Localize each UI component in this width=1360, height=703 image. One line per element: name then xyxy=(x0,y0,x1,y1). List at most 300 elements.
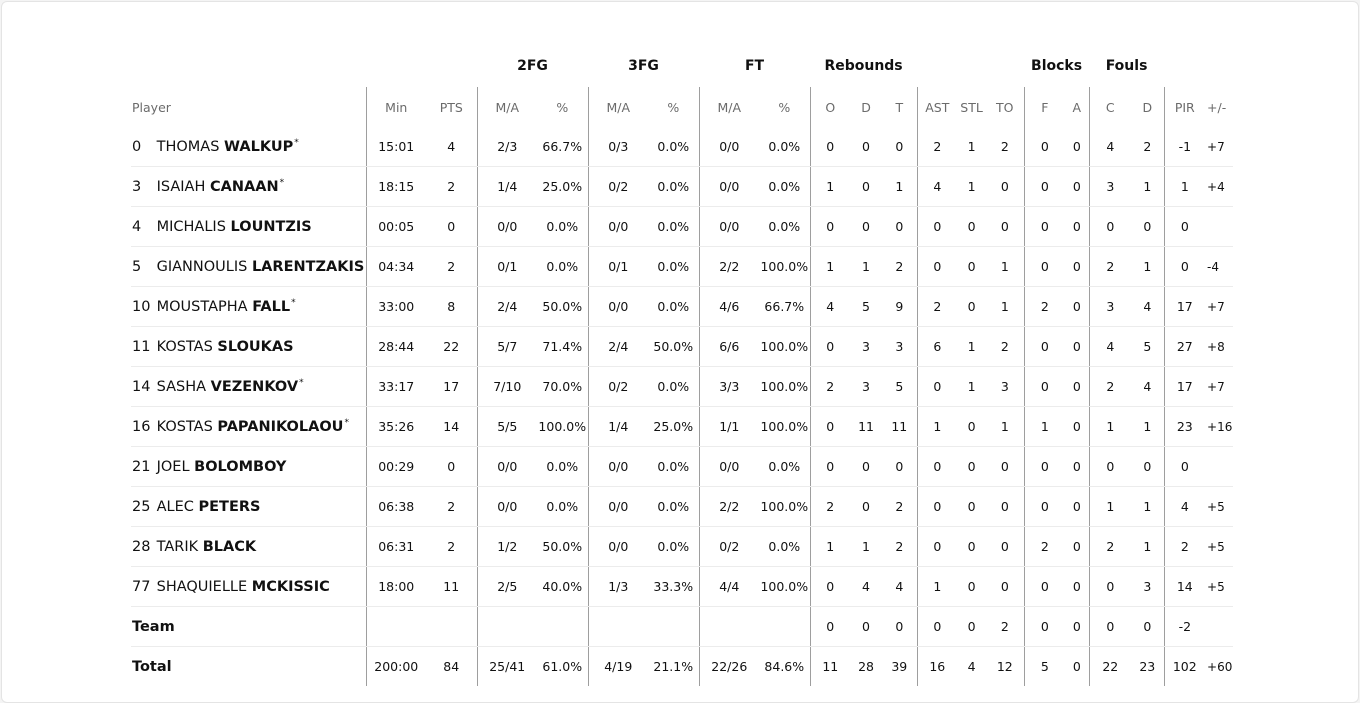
stat-3fg-ma: 1/3 xyxy=(588,567,648,607)
stat-blk-a: 0 xyxy=(1065,527,1089,567)
stat-foul-c: 3 xyxy=(1089,287,1131,327)
player-cell[interactable] xyxy=(131,487,366,527)
stat-3fg-pct: 0.0% xyxy=(648,487,699,527)
stat-ft-ma: 4/4 xyxy=(699,567,759,607)
stat-reb-o: 11 xyxy=(810,647,850,687)
stat-to: 0 xyxy=(986,207,1024,247)
stat-3fg-ma xyxy=(588,607,648,647)
stat-pir: 102 xyxy=(1164,647,1205,687)
stat-pts: 0 xyxy=(426,207,477,247)
stat-ft-ma: 0/2 xyxy=(699,527,759,567)
stat-pir: 0 xyxy=(1164,247,1205,287)
stat-2fg-pct: 0.0% xyxy=(537,207,588,247)
stat-pts: 2 xyxy=(426,527,477,567)
col-ft-pct[interactable]: % xyxy=(778,99,791,115)
player-cell[interactable] xyxy=(131,127,366,167)
stat-blk-a: 0 xyxy=(1065,447,1089,487)
player-first-name: KOSTAS xyxy=(156,338,213,355)
stat-blk-f: 0 xyxy=(1024,567,1065,607)
stat-3fg-pct: 0.0% xyxy=(648,367,699,407)
player-last-name: PAPANIKOLAOU xyxy=(217,418,344,435)
total-row xyxy=(131,647,1233,687)
stat-ft-ma: 0/0 xyxy=(699,447,759,487)
stat-stl: 0 xyxy=(957,247,986,287)
stat-3fg-pct: 0.0% xyxy=(648,247,699,287)
stat-foul-d: 5 xyxy=(1131,327,1164,367)
col-reb-d[interactable]: D xyxy=(861,99,871,115)
stat-foul-d: 23 xyxy=(1139,659,1156,674)
stat-pir: -1 xyxy=(1164,127,1205,167)
player-number: 10 xyxy=(132,298,151,315)
stat-blk-a: 0 xyxy=(1065,127,1089,167)
stat-blk-f: 0 xyxy=(1024,367,1065,407)
stat-ft-pct: 100.0% xyxy=(759,327,810,367)
stat-reb-o: 1 xyxy=(810,167,850,207)
stat-ast: 0 xyxy=(917,447,957,487)
stat-2fg-ma: 0/0 xyxy=(477,447,537,487)
stat-blk-f: 0 xyxy=(1024,167,1065,207)
stat-2fg-pct: 66.7% xyxy=(537,127,588,167)
stat-reb-t: 0 xyxy=(882,127,917,167)
stat-3fg-ma: 0/0 xyxy=(588,487,648,527)
col-2fg-ma[interactable]: M/A xyxy=(477,87,537,127)
stat-reb-t: 11 xyxy=(882,407,917,447)
stat-2fg-ma: 1/2 xyxy=(477,527,537,567)
stat-reb-d: 3 xyxy=(850,327,882,367)
stat-2fg-pct: 71.4% xyxy=(537,327,588,367)
stat-reb-o: 0 xyxy=(810,127,850,167)
stat-ft-ma: 22/26 xyxy=(699,647,759,687)
stat-ast: 0 xyxy=(917,367,957,407)
stat-stl: 0 xyxy=(957,447,986,487)
stat-3fg-ma: 0/2 xyxy=(588,167,648,207)
stat-2fg-ma: 2/3 xyxy=(477,127,537,167)
stat-ast: 1 xyxy=(917,407,957,447)
stat-foul-d: 4 xyxy=(1131,367,1164,407)
stat-2fg-pct: 100.0% xyxy=(537,407,588,447)
player-cell[interactable] xyxy=(131,567,366,607)
stat-reb-d: 0 xyxy=(850,607,882,647)
stat-min: 15:01 xyxy=(366,127,426,167)
stat-reb-d: 0 xyxy=(850,167,882,207)
stat-to: 3 xyxy=(986,367,1024,407)
stat-stl: 1 xyxy=(957,127,986,167)
stat-pts: 17 xyxy=(426,367,477,407)
stat-reb-t: 1 xyxy=(882,167,917,207)
stat-pir: 1 xyxy=(1164,167,1205,207)
player-cell[interactable] xyxy=(131,287,366,327)
player-first-name: ALEC xyxy=(156,498,194,515)
stat-stl: 1 xyxy=(957,167,986,207)
stat-2fg-ma: 5/5 xyxy=(477,407,537,447)
col-3fg-pct[interactable]: % xyxy=(667,99,680,115)
stat-2fg-ma: 0/0 xyxy=(477,487,537,527)
player-cell[interactable] xyxy=(131,527,366,567)
stat-foul-d: 1 xyxy=(1131,487,1164,527)
player-row[interactable] xyxy=(131,207,1233,247)
player-cell[interactable] xyxy=(131,327,366,367)
player-row[interactable] xyxy=(131,487,1233,527)
stat-reb-d: 0 xyxy=(850,207,882,247)
stat-reb-t: 2 xyxy=(882,487,917,527)
stat-min: 33:00 xyxy=(366,287,426,327)
player-number: 21 xyxy=(132,458,151,475)
stat-3fg-ma: 0/0 xyxy=(588,447,648,487)
stat-min: 06:38 xyxy=(366,487,426,527)
stat-min: 35:26 xyxy=(366,407,426,447)
starter-marker: * xyxy=(294,138,299,149)
player-first-name: JOEL xyxy=(156,458,190,475)
starter-marker: * xyxy=(344,418,349,429)
player-last-name: LOUNTZIS xyxy=(230,218,312,235)
group-rebounds: Rebounds xyxy=(824,57,903,74)
stat-blk-f: 0 xyxy=(1024,127,1065,167)
stat-pir: -2 xyxy=(1164,607,1205,647)
group-header-row xyxy=(131,44,1233,87)
stat-foul-c: 0 xyxy=(1089,607,1131,647)
team-row xyxy=(131,607,1233,647)
stat-plus-minus: +7 xyxy=(1205,367,1233,407)
col-to[interactable]: TO xyxy=(996,99,1014,115)
stat-stl: 0 xyxy=(957,607,986,647)
stat-ft-pct: 0.0% xyxy=(759,207,810,247)
player-last-name: LARENTZAKIS xyxy=(251,258,365,275)
stat-plus-minus: +7 xyxy=(1205,287,1233,327)
stat-stl: 0 xyxy=(957,407,986,447)
stat-stl: 0 xyxy=(957,487,986,527)
stat-foul-c: 1 xyxy=(1089,487,1131,527)
stat-reb-d: 0 xyxy=(850,127,882,167)
stat-reb-o: 0 xyxy=(810,447,850,487)
player-row[interactable] xyxy=(131,367,1233,407)
stat-foul-d: 1 xyxy=(1131,407,1164,447)
stat-foul-d: 1 xyxy=(1131,167,1164,207)
stat-foul-c: 0 xyxy=(1089,447,1131,487)
player-last-name: MCKISSIC xyxy=(251,578,330,595)
stat-plus-minus xyxy=(1205,607,1233,647)
stat-2fg-pct: 50.0% xyxy=(537,287,588,327)
stat-reb-d: 1 xyxy=(850,527,882,567)
stat-plus-minus: -4 xyxy=(1205,247,1233,287)
player-row[interactable] xyxy=(131,287,1233,327)
player-row[interactable] xyxy=(131,127,1233,167)
player-cell[interactable] xyxy=(131,167,366,207)
player-row[interactable] xyxy=(131,447,1233,487)
group-blocks: Blocks xyxy=(1031,57,1083,74)
stat-foul-c: 22 xyxy=(1089,647,1131,687)
stat-3fg-pct: 21.1% xyxy=(653,659,694,674)
stat-to: 0 xyxy=(986,567,1024,607)
stat-pts: 84 xyxy=(443,659,460,674)
stat-2fg-ma: 0/1 xyxy=(477,247,537,287)
stat-reb-o: 0 xyxy=(810,327,850,367)
stat-plus-minus: +5 xyxy=(1205,487,1233,527)
col-2fg-pct[interactable]: % xyxy=(556,99,569,115)
stat-stl: 0 xyxy=(957,287,986,327)
stat-ft-ma: 0/0 xyxy=(699,207,759,247)
group-2fg: 2FG xyxy=(517,57,548,74)
stat-reb-t: 5 xyxy=(882,367,917,407)
stat-min: 33:17 xyxy=(366,367,426,407)
stat-3fg-pct: 33.3% xyxy=(648,567,699,607)
player-number: 14 xyxy=(132,378,151,395)
stat-reb-d: 11 xyxy=(850,407,882,447)
stat-blk-f: 0 xyxy=(1024,487,1065,527)
stat-to: 1 xyxy=(986,407,1024,447)
stat-reb-t: 0 xyxy=(882,207,917,247)
stat-reb-o: 0 xyxy=(810,407,850,447)
player-number: 77 xyxy=(132,578,151,595)
stat-ft-ma: 6/6 xyxy=(699,327,759,367)
stat-foul-d: 3 xyxy=(1131,567,1164,607)
stat-plus-minus: +5 xyxy=(1205,567,1233,607)
stat-ft-pct: 100.0% xyxy=(759,247,810,287)
col-stl[interactable]: STL xyxy=(960,99,983,115)
player-row[interactable] xyxy=(131,567,1233,607)
stat-3fg-pct: 0.0% xyxy=(648,447,699,487)
stat-plus-minus xyxy=(1205,207,1233,247)
stat-pir: 27 xyxy=(1164,327,1205,367)
stat-3fg-pct: 0.0% xyxy=(648,287,699,327)
stat-pts xyxy=(426,607,477,647)
stat-ast: 4 xyxy=(917,167,957,207)
player-cell[interactable] xyxy=(131,207,366,247)
player-first-name: MOUSTAPHA xyxy=(156,298,248,315)
stat-plus-minus: +16 xyxy=(1205,407,1233,447)
group-ft: FT xyxy=(744,57,765,74)
stat-ast: 16 xyxy=(917,647,957,687)
starter-marker: * xyxy=(279,178,285,189)
col-reb-o[interactable]: O xyxy=(810,87,850,127)
stat-2fg-ma: 25/41 xyxy=(477,647,537,687)
stat-2fg-ma: 0/0 xyxy=(477,207,537,247)
boxscore-body xyxy=(131,127,1233,686)
stat-to: 12 xyxy=(996,659,1013,674)
stat-2fg-pct: 25.0% xyxy=(537,167,588,207)
stat-3fg-pct xyxy=(648,607,699,647)
group-fouls: Fouls xyxy=(1105,57,1148,74)
stat-foul-d: 2 xyxy=(1131,127,1164,167)
stat-to: 2 xyxy=(986,327,1024,367)
stat-stl: 4 xyxy=(967,659,976,674)
stat-stl: 1 xyxy=(957,327,986,367)
stat-reb-d: 5 xyxy=(850,287,882,327)
stat-3fg-pct: 0.0% xyxy=(648,127,699,167)
player-last-name: PETERS xyxy=(198,498,261,515)
player-first-name: TARIK xyxy=(156,538,199,555)
stat-to: 2 xyxy=(986,127,1024,167)
stat-to: 0 xyxy=(986,487,1024,527)
stat-pts: 8 xyxy=(426,287,477,327)
stat-reb-t: 2 xyxy=(882,247,917,287)
stat-ast: 6 xyxy=(917,327,957,367)
stat-pir: 2 xyxy=(1164,527,1205,567)
total-label: Total xyxy=(132,658,172,675)
stat-reb-d: 0 xyxy=(850,487,882,527)
stat-reb-o: 1 xyxy=(810,527,850,567)
player-first-name: ISAIAH xyxy=(156,178,206,195)
stat-to: 1 xyxy=(986,287,1024,327)
stat-3fg-ma: 0/2 xyxy=(588,367,648,407)
stat-reb-t: 4 xyxy=(882,567,917,607)
player-last-name: VEZENKOV xyxy=(210,378,299,395)
stat-pts: 22 xyxy=(426,327,477,367)
player-row[interactable] xyxy=(131,527,1233,567)
stat-ft-pct: 100.0% xyxy=(759,567,810,607)
starter-marker: * xyxy=(291,298,296,309)
player-number: 28 xyxy=(132,538,151,555)
stat-ft-ma: 4/6 xyxy=(699,287,759,327)
col-blk-f[interactable]: F xyxy=(1024,87,1065,127)
stat-foul-c: 4 xyxy=(1089,327,1131,367)
player-first-name: SHAQUIELLE xyxy=(156,578,248,595)
stat-2fg-pct: 40.0% xyxy=(537,567,588,607)
stat-pts: 4 xyxy=(426,127,477,167)
stat-2fg-pct: 0.0% xyxy=(537,247,588,287)
boxscore-table-viewport[interactable] xyxy=(131,44,1233,703)
stat-2fg-ma xyxy=(477,607,537,647)
stat-foul-d: 1 xyxy=(1131,527,1164,567)
player-cell[interactable] xyxy=(131,367,366,407)
stat-foul-c: 3 xyxy=(1089,167,1131,207)
stat-foul-d: 4 xyxy=(1131,287,1164,327)
stat-ft-ma: 2/2 xyxy=(699,487,759,527)
col-ft-ma[interactable]: M/A xyxy=(699,87,759,127)
stat-foul-d: 0 xyxy=(1131,607,1164,647)
stat-foul-d: 0 xyxy=(1131,207,1164,247)
stat-ast: 0 xyxy=(917,527,957,567)
stat-plus-minus: +5 xyxy=(1205,527,1233,567)
col-blk-a[interactable]: A xyxy=(1072,99,1082,115)
stat-pts: 14 xyxy=(426,407,477,447)
col-3fg-ma[interactable]: M/A xyxy=(588,87,648,127)
stat-3fg-ma: 4/19 xyxy=(588,647,648,687)
player-row[interactable] xyxy=(131,327,1233,367)
stat-reb-o: 0 xyxy=(810,567,850,607)
stat-3fg-ma: 0/3 xyxy=(588,127,648,167)
stat-ast: 0 xyxy=(917,247,957,287)
stat-foul-c: 1 xyxy=(1089,407,1131,447)
stat-min: 06:31 xyxy=(366,527,426,567)
stat-ft-pct: 66.7% xyxy=(759,287,810,327)
stat-pir: 17 xyxy=(1164,287,1205,327)
stat-blk-a: 0 xyxy=(1065,567,1089,607)
stat-foul-c: 0 xyxy=(1089,567,1131,607)
stat-pir: 0 xyxy=(1164,207,1205,247)
player-first-name: GIANNOULIS xyxy=(156,258,248,275)
stat-ft-pct: 0.0% xyxy=(759,127,810,167)
stat-reb-t: 3 xyxy=(882,327,917,367)
stat-pir: 23 xyxy=(1164,407,1205,447)
stat-pts: 2 xyxy=(426,487,477,527)
player-last-name: BOLOMBOY xyxy=(194,458,287,475)
stat-reb-o: 4 xyxy=(810,287,850,327)
stat-ast: 0 xyxy=(917,487,957,527)
player-cell[interactable] xyxy=(131,447,366,487)
stat-ast: 2 xyxy=(917,127,957,167)
player-number: 16 xyxy=(132,418,151,435)
stat-3fg-pct: 0.0% xyxy=(648,527,699,567)
player-last-name: FALL xyxy=(252,298,291,315)
col-min[interactable]: Min xyxy=(366,87,426,127)
stat-blk-f: 0 xyxy=(1024,447,1065,487)
player-cell[interactable] xyxy=(131,407,366,447)
player-last-name: BLACK xyxy=(202,538,257,555)
player-row[interactable] xyxy=(131,167,1233,207)
col-pir[interactable]: PIR xyxy=(1164,87,1205,127)
col-pts[interactable]: PTS xyxy=(439,99,463,115)
col-plus-minus[interactable]: +/- xyxy=(1207,99,1227,115)
player-number: 5 xyxy=(132,258,142,275)
stat-pir: 17 xyxy=(1164,367,1205,407)
stat-plus-minus: +4 xyxy=(1205,167,1233,207)
stat-2fg-ma: 7/10 xyxy=(477,367,537,407)
stat-pir: 0 xyxy=(1164,447,1205,487)
stat-blk-a: 0 xyxy=(1065,607,1089,647)
player-number: 0 xyxy=(132,138,142,155)
stat-blk-a: 0 xyxy=(1065,247,1089,287)
col-ast[interactable]: AST xyxy=(917,87,957,127)
stat-2fg-pct: 0.0% xyxy=(537,447,588,487)
stat-blk-f: 0 xyxy=(1024,207,1065,247)
player-row[interactable] xyxy=(131,407,1233,447)
stat-blk-a: 0 xyxy=(1065,167,1089,207)
stat-reb-d: 28 xyxy=(858,659,874,674)
stat-min: 18:00 xyxy=(366,567,426,607)
stat-2fg-pct: 50.0% xyxy=(537,527,588,567)
col-player[interactable]: Player xyxy=(132,99,171,115)
stat-foul-c: 2 xyxy=(1089,367,1131,407)
col-foul-c[interactable]: C xyxy=(1089,87,1131,127)
stat-2fg-ma: 1/4 xyxy=(477,167,537,207)
stat-stl: 0 xyxy=(957,527,986,567)
player-number: 11 xyxy=(132,338,151,355)
stat-3fg-ma: 0/0 xyxy=(588,287,648,327)
player-cell[interactable] xyxy=(131,247,366,287)
col-reb-t[interactable]: T xyxy=(895,99,904,115)
stat-ft-ma: 0/0 xyxy=(699,167,759,207)
player-number: 4 xyxy=(132,218,142,235)
stat-reb-t: 2 xyxy=(882,527,917,567)
stat-foul-c: 2 xyxy=(1089,527,1131,567)
stat-stl: 0 xyxy=(957,207,986,247)
stat-blk-a: 0 xyxy=(1065,327,1089,367)
stat-3fg-ma: 0/0 xyxy=(588,527,648,567)
boxscore-table xyxy=(131,44,1233,686)
stat-3fg-pct: 50.0% xyxy=(648,327,699,367)
stat-blk-a: 0 xyxy=(1065,407,1089,447)
stat-foul-d: 0 xyxy=(1131,447,1164,487)
stat-ft-pct: 100.0% xyxy=(759,407,810,447)
player-number: 3 xyxy=(132,178,142,195)
player-number: 25 xyxy=(132,498,151,515)
stat-stl: 1 xyxy=(957,367,986,407)
player-row[interactable] xyxy=(131,247,1233,287)
player-first-name: THOMAS xyxy=(156,138,220,155)
stat-ft-pct: 100.0% xyxy=(759,487,810,527)
stat-reb-t: 9 xyxy=(882,287,917,327)
stat-plus-minus: +8 xyxy=(1205,327,1233,367)
stat-pir: 4 xyxy=(1164,487,1205,527)
stat-2fg-ma: 2/5 xyxy=(477,567,537,607)
stat-blk-a: 0 xyxy=(1072,659,1081,674)
stat-stl: 0 xyxy=(957,567,986,607)
stat-2fg-ma: 5/7 xyxy=(477,327,537,367)
stat-ft-ma: 1/1 xyxy=(699,407,759,447)
stat-blk-f: 0 xyxy=(1024,327,1065,367)
col-foul-d[interactable]: D xyxy=(1142,99,1153,115)
stat-min: 18:15 xyxy=(366,167,426,207)
